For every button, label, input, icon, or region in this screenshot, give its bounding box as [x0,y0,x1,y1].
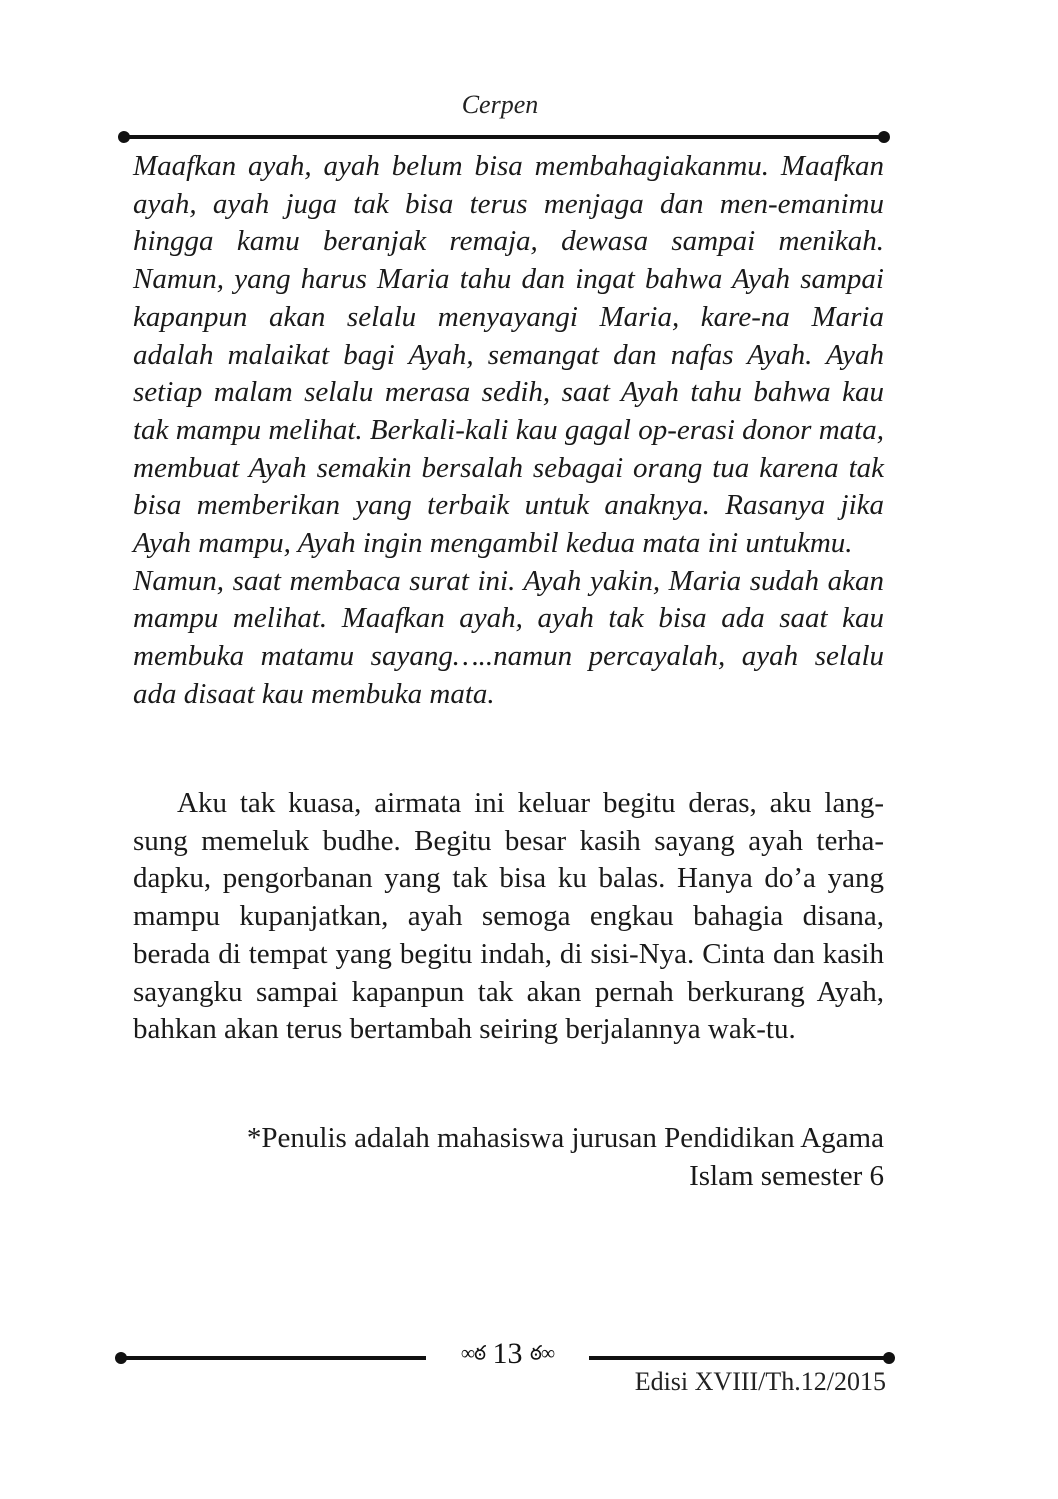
section-title: Cerpen [461,90,539,119]
footnote-line: *Penulis adalah mahasiswa jurusan Pendidikan Agama [246,1122,884,1154]
header-rule [124,135,884,139]
footer-rule-left [121,1356,426,1360]
author-footnote [133,1120,884,1195]
page-number: 13 [492,1337,523,1370]
footer-rule-right-dot [883,1352,895,1364]
letter-text [133,148,884,714]
footnote-line: Islam semester 6 [689,1159,884,1192]
letter-paragraph: Maafkan ayah, ayah belum bisa membahagiakanmu. Maafkan ayah, ayah juga tak bisa terus menjaga dan men-emanimu hingga kamu beranjak remaja, dewasa sampai menikah. Namun, yang harus Maria tahu dan ingat bahwa Ayah sampai kapanpun akan selalu menyayangi Maria, kare-na Maria adalah malaikat bagi Ayah, semangat dan nafas Ayah. Ayah setiap malam selalu merasa sedih, saat Ayah tahu bahwa kau tak mampu melihat. Berkali-kali kau gagal op-erasi donor mata, membuat Ayah semakin bersalah sebagai orang tua karena tak bisa memberikan yang terbaik untuk anaknya. Rasanya jika Ayah mampu, Ayah ingin mengambil kedua mata ini untukmu. [133,150,884,560]
edition-label: Edisi XVIII/Th.12/2015 [634,1367,886,1396]
narrative-paragraph: Aku tak kuasa, airmata ini keluar begitu deras, aku lang-sung memeluk budhe. Begitu besar kasih sayang ayah terha-dapku, pengorbanan yang tak bisa ku balas. Hanya do’a yang mampu kupanjatkan, ayah semoga engkau bahagia disana, berada di tempat yang begitu indah, di sisi-Nya. Cinta dan kasih sayangku sampai kapanpun tak akan pernah berkurang Ayah, bahkan akan terus bertambah seiring berjalannya wak-tu. [133,787,884,1046]
header-rule-right-dot [878,131,890,143]
letter-paragraph: Namun, saat membaca surat ini. Ayah yakin, Maria sudah akan mampu melihat. Maafkan ayah, ayah tak bisa ada saat kau membuka matamu sayang…..namun percayalah, ayah selalu ada disaat kau membuka mata. [133,564,884,710]
page-number-block [420,1337,595,1377]
flourish-right-icon: ఠ∞ [530,1342,555,1365]
flourish-left-icon: ∞ఠ [460,1342,485,1365]
footer-rule-right [589,1356,884,1360]
narrative-text [133,785,884,1049]
